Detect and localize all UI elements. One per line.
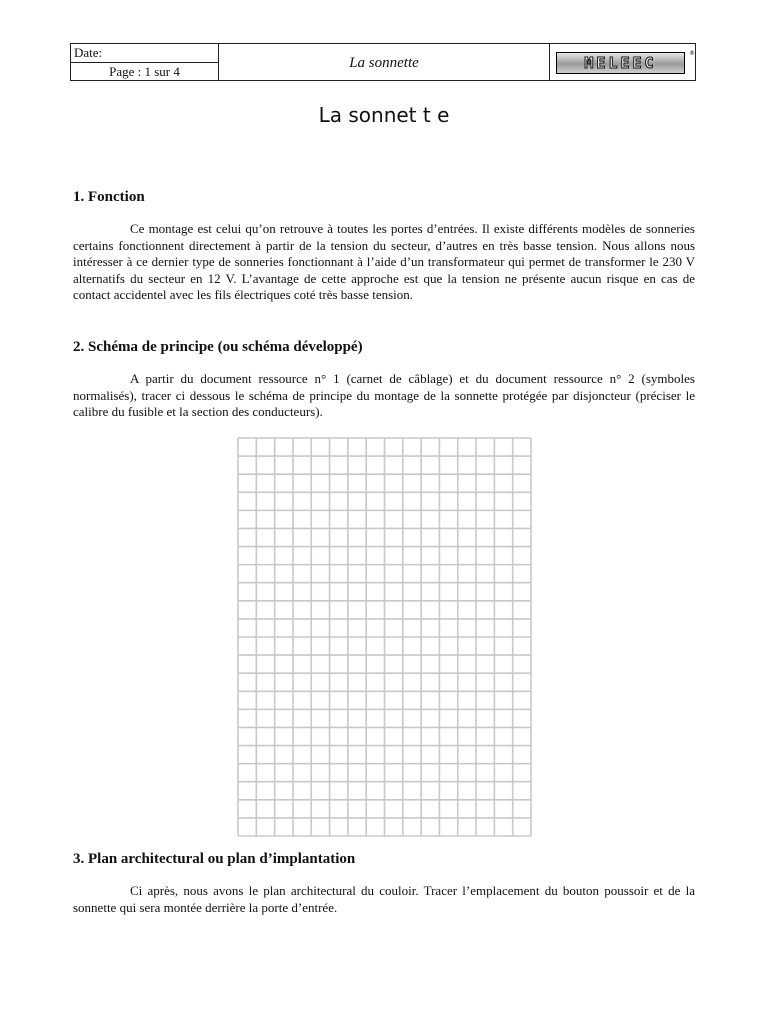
section-heading-schema: 2. Schéma de principe (ou schéma développé) bbox=[73, 339, 363, 355]
section-paragraph-plan: Ci après, nous avons le plan architectural du couloir. Tracer l’emplacement du bouton poussoir et de la sonnette qui sera montée derrière la porte d’entrée. bbox=[73, 883, 695, 915]
section-heading-plan: 3. Plan architectural ou plan d’implantation bbox=[73, 851, 356, 867]
section-heading-fonction: 1. Fonction bbox=[73, 189, 145, 205]
header-title: La sonnette bbox=[219, 44, 550, 80]
document-title: La sonnet t e bbox=[318, 103, 450, 127]
meleec-logo bbox=[556, 52, 685, 74]
drawing-grid[interactable] bbox=[237, 437, 532, 837]
header-left-cell bbox=[71, 44, 219, 80]
page-number: Page : 1 sur 4 bbox=[109, 64, 180, 79]
section-paragraph-schema: A partir du document ressource n° 1 (carnet de câblage) et du document ressource n° 2 (symboles normalisés), tracer ci dessous le schéma de principe du montage de la sonnette protégée par disjoncteur (préciser le calibre du fusible et la section des conducteurs). bbox=[73, 371, 695, 420]
grid-svg bbox=[237, 437, 532, 837]
section-paragraph-fonction: Ce montage est celui qu’on retrouve à toutes les portes d’entrées. Il existe différents modèles de sonneries certains fonctionnent directement à partir de la tension du secteur, d’autres en très basse tension. Nous allons nous intéresser à ce dernier type de sonneries fonctionnant à l’aide d’un transformateur qui permet de transformer le 230 V alternatifs du secteur en 12 V. L’avantage de cette approche est que la tension ne présente aucun risque en cas de contact accidentel avec les fils électriques coté très basse tension. bbox=[73, 221, 695, 303]
page-header bbox=[70, 43, 696, 81]
header-logo-cell bbox=[550, 44, 695, 80]
logo-registered-mark: ® bbox=[689, 50, 695, 57]
date-label: Date: bbox=[71, 44, 218, 63]
logo-text: MELEEC bbox=[584, 54, 657, 72]
